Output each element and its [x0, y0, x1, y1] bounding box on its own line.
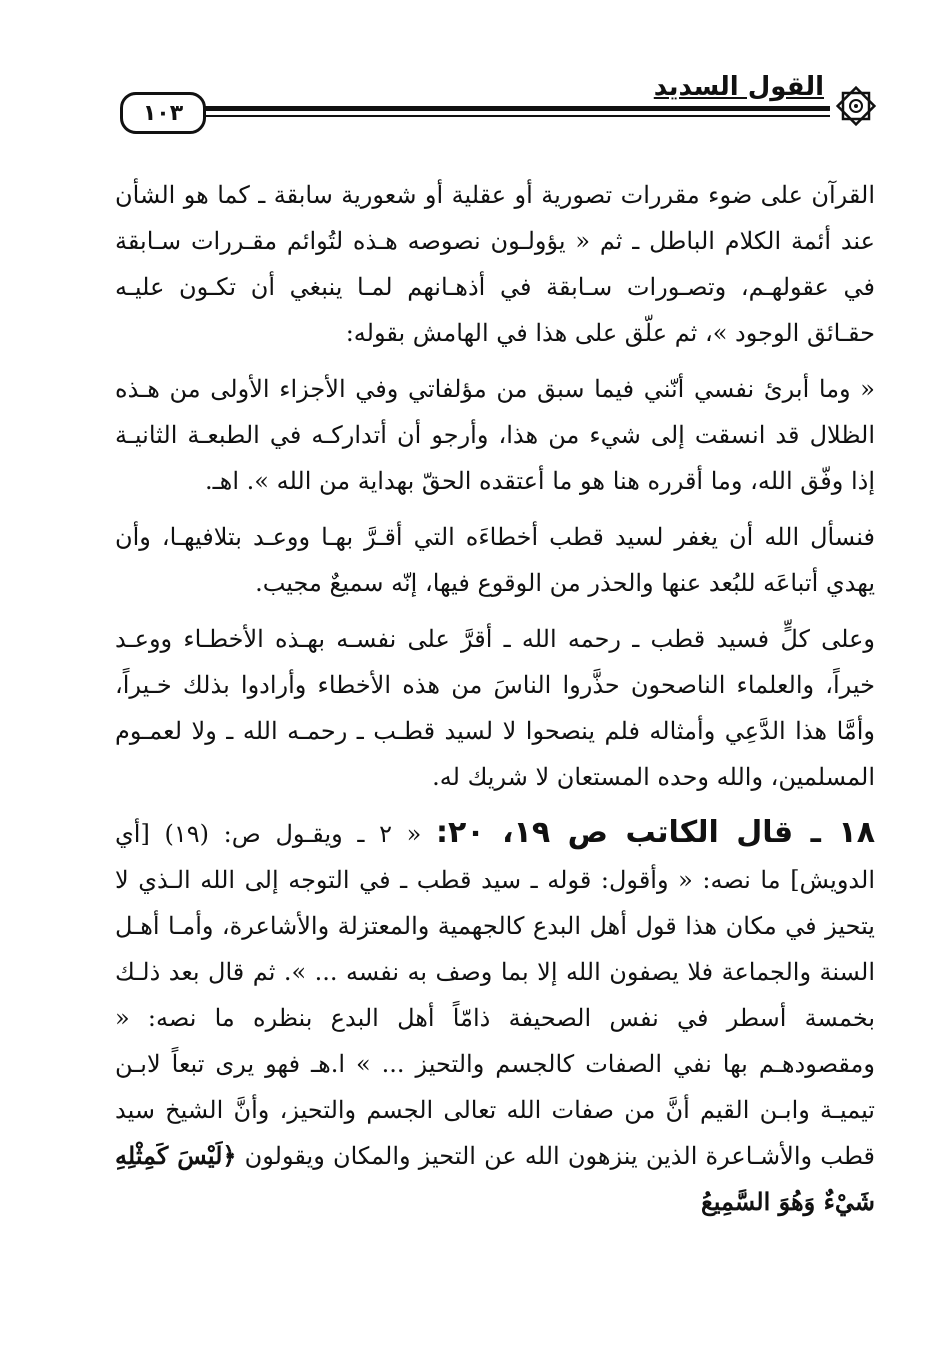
header-rule-thin — [204, 115, 830, 117]
paragraph: « وما أبرئ نفسي أنّني فيما سبق من مؤلفاتي وفي الأجزاء الأولى من هـذه الظلال قد انسقت إلى شيء من هذا، وأرجو أن أتداركـه في الطبعـة الثانيـة إذا وفّق الله، وما أقرره هنا هو ما أعتقده الحقّ بهداية من الله ». اهـ. — [115, 375, 875, 495]
book-title: القول السديد — [653, 72, 824, 102]
header-rule-thick — [204, 106, 830, 111]
section-text: « ٢ ـ ويقـول ص: (١٩) [أي الدويش] ما نصه: « وأقول: قوله ـ سيد قطب ـ في التوجه إلى الله الـذي لا يتحيز في مكان هذا قول أهل البدع كالجهمية والمعتزلة والأشاعرة، وأمـا أهـل السنة والجماعة فلا يصفون الله إلا بما وصف به نفسه ... ». ثم قال بعد ذلـك بخمسة أسطر في نفس الصحيفة ذامّاً أهل البدع بنظره ما نصه: « ومقصودهـم بها نفي الصفات كالجسم والتحيز ... » ا.هـ فهو يرى تبعاً لابـن تيميـة وابـن القيم أنَّ من صفات الله تعالى الجسم والتحيز، وأنَّ الشيخ سيد قطب والأشـاعرة الذين ينزهون الله عن التحيز والمكان ويقولون — [115, 820, 875, 1170]
paragraph: القرآن على ضوء مقررات تصورية أو عقلية أو شعورية سابقة ـ كما هو الشأن عند أئمة الكلام الباطل ـ ثم « يؤولـون نصوصه هـذه لتُوائم مقـررات سـابقة في عقولهـم، وتصـورات سـابقة في أذهـانهم لمـا ينبغي أن تكـون عليـه حقـائق الوجود »، ثم علّق على هذا في الهامش بقوله: — [115, 181, 875, 347]
page-body — [115, 172, 875, 1235]
page-header — [110, 72, 880, 148]
paragraph: فنسأل الله أن يغفر لسيد قطب أخطاءَه التي أقـرَّ بهـا ووعـد بتلافيهـا، وأن يهدي أتباعَه للبُعد عنها والحذر من الوقوع فيها، إنّه سميعٌ مجيب. — [115, 523, 875, 597]
section-paragraph — [115, 810, 875, 1225]
paragraph: وعلى كلٍّ فسيد قطب ـ رحمه الله ـ أقرَّ على نفسـه بهـذه الأخطـاء ووعـد خيراً، والعلماء الناصحون حذَّروا الناسَ من هذه الأخطاء وأرادوا بذلك خـيراً، وأمَّا هذا الدَّعِي وأمثاله فلم ينصحوا لا لسيد قطـب ـ رحمـه الله ـ ولا لعمـوم المسلمين، والله وحده المستعان لا شريك له. — [115, 625, 875, 791]
page-number: ١٠٣ — [120, 92, 206, 134]
section-heading: ١٨ ـ قال الكاتب ص ١٩، ٢٠: — [436, 815, 876, 850]
eight-point-star-icon — [834, 84, 878, 128]
quran-verse: ﴿لَيْسَ كَمِثْلِهِ شَيْءٌ وَهُوَ السَّمِيعُ — [115, 1141, 875, 1216]
